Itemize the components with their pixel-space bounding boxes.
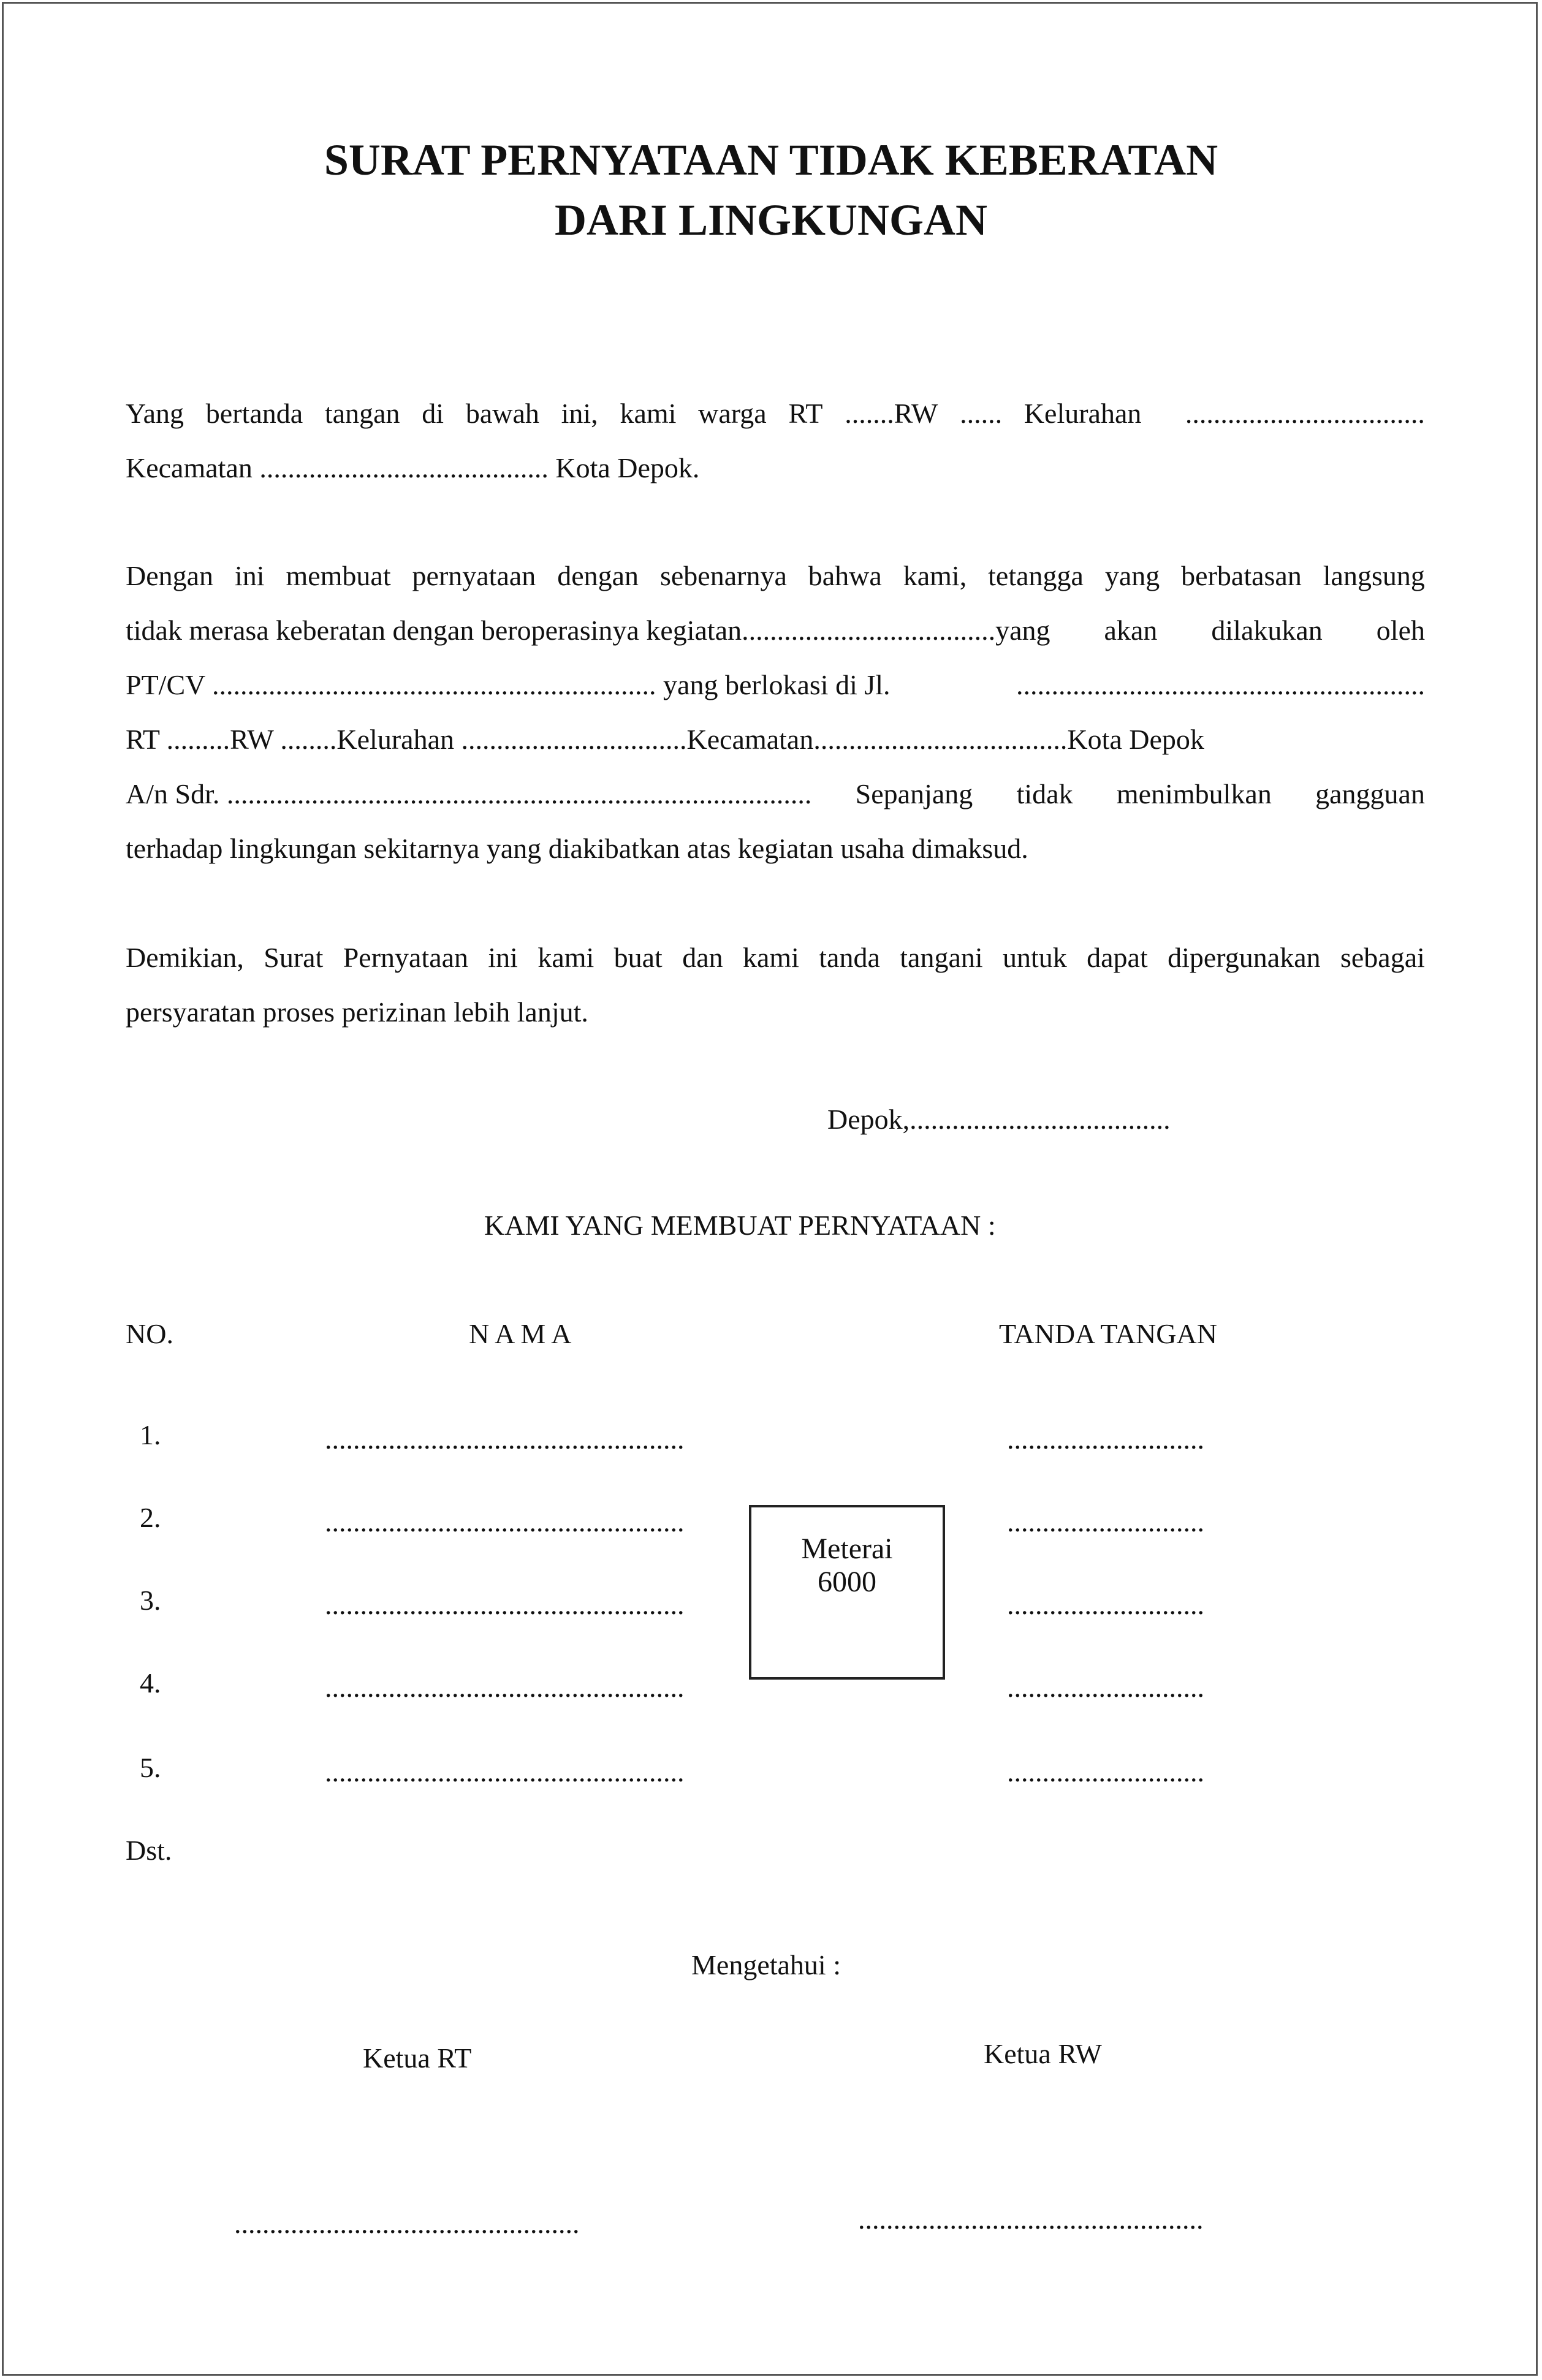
header-no: NO. xyxy=(126,1318,173,1349)
word: ini xyxy=(488,942,518,973)
word: menimbulkan xyxy=(1116,778,1272,809)
word: gangguan xyxy=(1315,778,1425,809)
word: kami xyxy=(620,398,677,429)
row-no: 1. xyxy=(140,1419,161,1450)
intro-line-1 xyxy=(126,386,1425,441)
word: sebenarnya xyxy=(659,560,787,591)
row-nama-line: ................................................... xyxy=(325,1756,685,1787)
place-date: Depok,..................................... xyxy=(827,1104,1171,1135)
word: buat xyxy=(613,942,663,973)
word: Yang xyxy=(126,398,184,429)
row-ttd-line: ............................ xyxy=(1007,1589,1204,1620)
stamp-line1: Meterai xyxy=(801,1533,893,1565)
intro-line-2 xyxy=(126,441,1425,495)
row-nama-line: ................................................... xyxy=(325,1672,685,1703)
row-no: 3. xyxy=(140,1585,161,1616)
word: ini xyxy=(234,560,265,591)
ketua-rw-signature-line: ................................................. xyxy=(858,2204,1204,2235)
word: RT xyxy=(788,398,823,429)
word: .................................. xyxy=(1185,398,1425,429)
word: bawah xyxy=(465,398,539,429)
word: berbatasan xyxy=(1181,560,1302,591)
row-no: 5. xyxy=(140,1752,161,1783)
word: yang xyxy=(1104,560,1160,591)
ketua-rt-signature-line: ................................................. xyxy=(234,2208,580,2239)
word: dapat xyxy=(1087,942,1148,973)
row-ttd-line: ............................ xyxy=(1007,1423,1204,1455)
closing-line-1 xyxy=(126,930,1425,985)
word: Kelurahan xyxy=(1024,398,1142,429)
closing-line-2 xyxy=(126,985,1425,1039)
signers-heading: KAMI YANG MEMBUAT PERNYATAAN : xyxy=(484,1210,996,1241)
acknowledged-label: Mengetahui : xyxy=(691,1949,841,1980)
word: membuat xyxy=(286,560,391,591)
row-ttd-line: ............................ xyxy=(1007,1506,1204,1537)
document-title-line1: SURAT PERNYATAAN TIDAK KEBERATAN xyxy=(324,135,1218,184)
word: Pernyataan xyxy=(343,942,469,973)
word: kami xyxy=(537,942,594,973)
word: akan xyxy=(1104,615,1158,646)
word: bahwa xyxy=(808,560,882,591)
word: sebagai xyxy=(1340,942,1425,973)
word: langsung xyxy=(1323,560,1425,591)
word: tanda xyxy=(819,942,880,973)
table-etc: Dst. xyxy=(126,1835,172,1866)
word: Dengan xyxy=(126,560,214,591)
header-nama: N A M A xyxy=(469,1318,572,1349)
stamp-line2: 6000 xyxy=(818,1566,876,1598)
word: ...... xyxy=(960,398,1003,429)
closing-line-2-text: persyaratan proses perizinan lebih lanjut. xyxy=(126,996,588,1028)
word: di xyxy=(422,398,444,429)
word: tangan xyxy=(324,398,400,429)
word: warga xyxy=(698,398,767,429)
statement-line-4 xyxy=(126,712,1425,767)
word: tidak merasa keberatan dengan beroperasinya kegiatan....................................yang xyxy=(126,615,1050,646)
word: .......RW xyxy=(845,398,938,429)
word: kami xyxy=(742,942,799,973)
intro-line-2-text: Kecamatan ......................................... Kota Depok. xyxy=(126,452,700,483)
row-no: 4. xyxy=(140,1667,161,1699)
word: tangani xyxy=(900,942,983,973)
row-nama-line: ................................................... xyxy=(325,1506,685,1537)
statement-line-5 xyxy=(126,767,1425,821)
word: tetangga xyxy=(988,560,1084,591)
ketua-rt-label: Ketua RT xyxy=(363,2042,472,2074)
word: dan xyxy=(682,942,723,973)
statement-line-2 xyxy=(126,603,1425,658)
word: PT/CV ............................................................... yang berlokasi di Jl. xyxy=(126,669,891,700)
page-border xyxy=(2,2,1538,2376)
statement-line-3 xyxy=(126,658,1425,712)
document-title-line2: DARI LINGKUNGAN xyxy=(554,195,988,244)
meterai-stamp-box xyxy=(749,1505,945,1680)
word: untuk xyxy=(1003,942,1067,973)
word: oleh xyxy=(1376,615,1425,646)
row-nama-line: ................................................... xyxy=(325,1589,685,1620)
word: ini, xyxy=(561,398,598,429)
word: Sepanjang xyxy=(855,778,973,809)
word: Demikian, xyxy=(126,942,244,973)
word: tidak xyxy=(1016,778,1073,809)
intro-paragraph xyxy=(126,386,1425,495)
statement-line-1 xyxy=(126,548,1425,603)
word: kami, xyxy=(903,560,967,591)
row-no: 2. xyxy=(140,1502,161,1533)
header-tanda-tangan: TANDA TANGAN xyxy=(999,1318,1217,1349)
word: bertanda xyxy=(205,398,303,429)
row-ttd-line: ............................ xyxy=(1007,1672,1204,1703)
statement-line-6-text: terhadap lingkungan sekitarnya yang diakibatkan atas kegiatan usaha dimaksud. xyxy=(126,833,1028,864)
row-nama-line: ................................................... xyxy=(325,1423,685,1455)
word: dipergunakan xyxy=(1168,942,1321,973)
ketua-rw-label: Ketua RW xyxy=(984,2038,1102,2069)
statement-paragraph xyxy=(126,548,1425,876)
word: dilakukan xyxy=(1211,615,1323,646)
closing-paragraph xyxy=(126,930,1425,1039)
word: pernyataan xyxy=(412,560,536,591)
statement-line-6 xyxy=(126,821,1425,876)
word: Surat xyxy=(264,942,324,973)
word: dengan xyxy=(557,560,639,591)
word: A/n Sdr. ................................................................................... xyxy=(126,778,812,809)
row-ttd-line: ............................ xyxy=(1007,1756,1204,1787)
word: .......................................................... xyxy=(1016,669,1425,700)
statement-line-4-text: RT .........RW ........Kelurahan ................................Kecamatan....................................Kota Depok xyxy=(126,724,1204,755)
